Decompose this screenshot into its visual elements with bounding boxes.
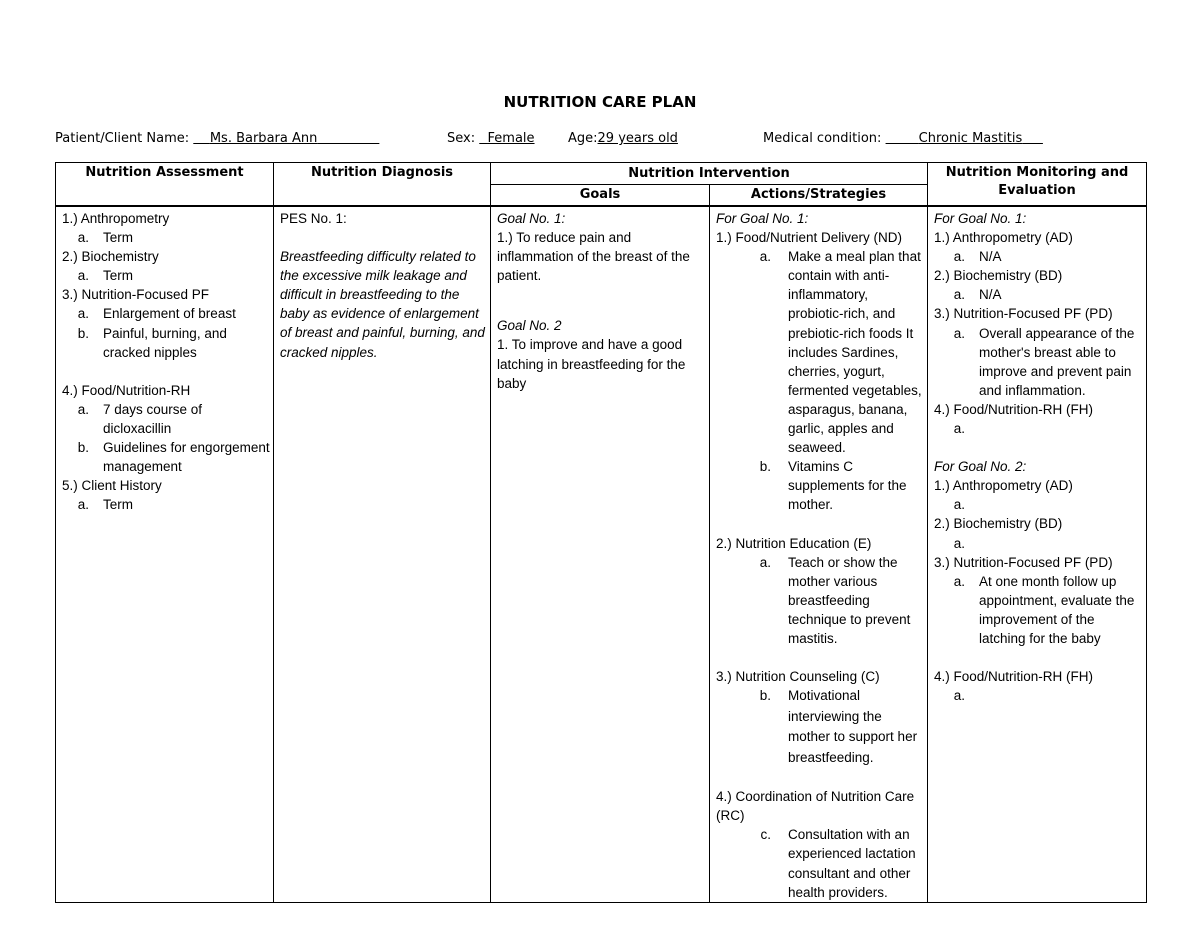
list-item: 4.) Food/Nutrition-RH bbox=[62, 382, 191, 398]
list-item: a. Term bbox=[77, 268, 133, 284]
monitoring-cell bbox=[928, 206, 1147, 902]
list-item: 5.) Client History bbox=[62, 478, 162, 494]
list-item: 2.) Nutrition Education (E) bbox=[716, 535, 872, 551]
sex-label: Sex: bbox=[447, 131, 476, 146]
patient-name-field bbox=[55, 131, 379, 146]
condition-label: Medical condition: bbox=[763, 131, 882, 146]
list-item: 4.) Food/Nutrition-RH (FH) bbox=[934, 401, 1094, 417]
list-item: 3.) Nutrition-Focused PF (PD) bbox=[934, 554, 1113, 570]
list-item: b. Vitamins C supplements for the mother. bbox=[759, 459, 907, 513]
goal-2-label: Goal No. 2 bbox=[497, 318, 562, 334]
list-item: 1.) Anthropometry bbox=[62, 211, 170, 226]
list-item: a. 7 days course of dicloxacillin bbox=[77, 401, 203, 436]
monitoring-goal-2-label: For Goal No. 2: bbox=[934, 459, 1027, 475]
list-item: 1.) Anthropometry (AD) bbox=[934, 230, 1073, 246]
actions-cell bbox=[710, 206, 928, 902]
header-assessment: Nutrition Assessment bbox=[56, 163, 274, 207]
goal-2-text: 1. To improve and have a good latching in breastfeeding for the baby bbox=[497, 337, 686, 391]
list-item: 3.) Nutrition-Focused PF bbox=[62, 287, 210, 303]
sex-value: Female bbox=[487, 131, 535, 146]
list-item: a. At one month follow up appointment, evaluate the improvement of the latching for the baby bbox=[953, 573, 1135, 646]
header-diagnosis: Nutrition Diagnosis bbox=[274, 163, 491, 207]
patient-name-label: Patient/Client Name: bbox=[55, 131, 190, 146]
sex-field bbox=[447, 131, 535, 146]
list-item: 2.) Biochemistry (BD) bbox=[934, 268, 1063, 284]
list-item: 4.) Food/Nutrition-RH (FH) bbox=[934, 669, 1094, 685]
list-item: a. bbox=[953, 688, 966, 704]
patient-name-value: Ms. Barbara Ann bbox=[209, 131, 318, 146]
list-item: 1.) Food/Nutrient Delivery (ND) bbox=[716, 230, 903, 246]
list-item: 1.) Anthropometry (AD) bbox=[934, 478, 1073, 494]
list-item: 3.) Nutrition Counseling (C) bbox=[716, 669, 880, 685]
list-item: b. Painful, burning, and cracked nipples bbox=[77, 325, 227, 360]
actions-goal-label: For Goal No. 1: bbox=[716, 211, 809, 226]
list-item: a. Enlargement of breast bbox=[77, 306, 236, 322]
list-item: a. bbox=[953, 497, 966, 513]
condition-value: Chronic Mastitis bbox=[918, 131, 1023, 146]
list-item: b. Motivational interviewing the mother to support her breastfeeding. bbox=[759, 688, 918, 765]
list-item: a. Term bbox=[77, 230, 133, 246]
age-value: 29 years old bbox=[597, 131, 678, 146]
list-item: a. N/A bbox=[953, 249, 1002, 265]
care-plan-table bbox=[55, 162, 1147, 903]
pes-statement: Breastfeeding difficulty related to the excessive milk leakage and difficult in breastfeeding to the baby as evidence of enlargement of breast and painful, burning, and cracked nipples. bbox=[280, 249, 485, 360]
monitoring-goal-1-label: For Goal No. 1: bbox=[934, 211, 1027, 226]
list-item: a. Overall appearance of the mother's breast able to improve and prevent pain and inflammation. bbox=[953, 325, 1135, 398]
page-title: NUTRITION CARE PLAN bbox=[503, 93, 697, 111]
list-item: a. N/A bbox=[953, 287, 1002, 303]
list-item: a. Make a meal plan that contain with anti-inflammatory, probiotic-rich, and prebiotic-rich foods It includes Sardines, cherries, yogurt, fermented vegetables, asparagus, banana, garlic, apples and seaweed. bbox=[759, 249, 922, 456]
header-goals: Goals bbox=[491, 185, 710, 207]
diagnosis-cell bbox=[274, 206, 491, 902]
list-item: c. Consultation with an experienced lactation consultant and other health providers. bbox=[760, 827, 916, 900]
goal-1-text: 1.) To reduce pain and inflammation of the breast of the patient. bbox=[497, 230, 690, 284]
header-monitoring: Nutrition Monitoring and Evaluation bbox=[928, 163, 1147, 207]
list-item: 4.) Coordination of Nutrition Care (RC) bbox=[716, 789, 915, 824]
condition-field bbox=[763, 131, 1043, 146]
age-field bbox=[568, 131, 678, 146]
pes-label: PES No. 1: bbox=[280, 211, 347, 226]
list-item: a. Teach or show the mother various breastfeeding technique to prevent mastitis. bbox=[759, 554, 911, 646]
list-item: a. Term bbox=[77, 497, 133, 513]
goal-1-label: Goal No. 1: bbox=[497, 211, 566, 226]
goals-cell bbox=[491, 206, 710, 902]
list-item: 2.) Biochemistry (BD) bbox=[934, 516, 1063, 532]
list-item: 2.) Biochemistry bbox=[62, 249, 159, 265]
list-item: 3.) Nutrition-Focused PF (PD) bbox=[934, 306, 1113, 322]
header-actions: Actions/Strategies bbox=[710, 185, 928, 207]
list-item: a. bbox=[953, 535, 966, 551]
list-item: b. Guidelines for engorgement management bbox=[77, 440, 270, 475]
header-intervention: Nutrition Intervention bbox=[491, 163, 928, 185]
list-item: a. bbox=[953, 421, 966, 437]
age-label: Age: bbox=[568, 131, 598, 146]
assessment-cell bbox=[56, 206, 274, 902]
